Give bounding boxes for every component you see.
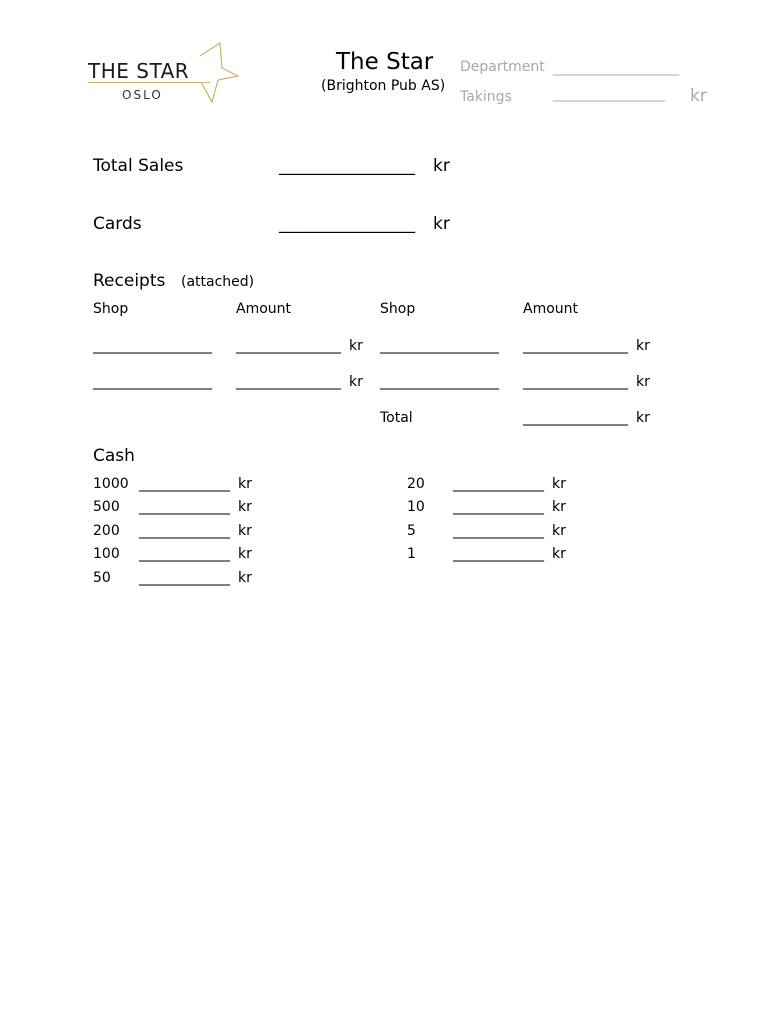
cash-unit: kr (238, 523, 252, 539)
cash-denomination: 5 (407, 523, 416, 539)
cash-count-field[interactable]: _____________ (139, 570, 230, 586)
receipt-amount-field[interactable]: _______________ (236, 374, 341, 390)
cards-unit: kr (433, 214, 450, 234)
total-sales-field[interactable]: ________________ (279, 156, 415, 176)
cash-count-field[interactable]: _____________ (139, 476, 230, 492)
document-subtitle: (Brighton Pub AS) (321, 78, 446, 94)
total-sales-label: Total Sales (93, 156, 184, 176)
cash-denomination: 500 (93, 499, 120, 515)
cash-unit: kr (238, 570, 252, 586)
cash-denomination: 1000 (93, 476, 129, 492)
cash-unit: kr (238, 546, 252, 562)
department-field[interactable]: __________________ (553, 60, 679, 76)
document-title: The Star (336, 49, 434, 75)
cash-count-field[interactable]: _____________ (139, 546, 230, 562)
cash-denomination: 100 (93, 546, 120, 562)
receipts-col-amount-2: Amount (523, 301, 579, 317)
cards-label: Cards (93, 214, 142, 234)
cash-count-field[interactable]: _____________ (139, 523, 230, 539)
cash-denomination: 1 (407, 546, 416, 562)
cash-count-field[interactable]: _____________ (453, 499, 544, 515)
receipts-total-label: Total (380, 410, 413, 426)
cash-unit: kr (552, 476, 566, 492)
total-sales-unit: kr (433, 156, 450, 176)
receipt-amount-unit: kr (636, 374, 650, 390)
receipts-col-amount-1: Amount (236, 301, 292, 317)
takings-label: Takings (460, 89, 512, 105)
cash-heading: Cash (93, 446, 135, 466)
cash-denomination: 10 (407, 499, 425, 515)
receipt-amount-unit: kr (349, 374, 363, 390)
receipts-note: (attached) (181, 274, 255, 290)
receipts-col-shop-2: Shop (380, 301, 416, 317)
cash-count-field[interactable]: _____________ (453, 476, 544, 492)
cash-denomination: 200 (93, 523, 120, 539)
takings-unit: kr (690, 86, 707, 106)
cash-count-field[interactable]: _____________ (139, 499, 230, 515)
receipts-col-shop-1: Shop (93, 301, 129, 317)
cash-unit: kr (238, 499, 252, 515)
logo-main-text: THE STAR (88, 59, 190, 83)
cards-field[interactable]: ________________ (279, 214, 415, 234)
receipts-heading: Receipts (93, 271, 166, 291)
cash-denomination: 50 (93, 570, 111, 586)
logo-sub-text: OSLO (122, 88, 163, 102)
department-label: Department (460, 59, 545, 75)
receipt-amount-unit: kr (349, 338, 363, 354)
company-logo (88, 42, 240, 104)
cash-unit: kr (552, 523, 566, 539)
cash-denomination: 20 (407, 476, 425, 492)
receipt-amount-field[interactable]: _______________ (236, 338, 341, 354)
receipt-amount-field[interactable]: _______________ (523, 374, 628, 390)
receipt-amount-unit: kr (636, 338, 650, 354)
takings-field[interactable]: ________________ (553, 86, 665, 102)
receipt-shop-field[interactable]: _________________ (380, 374, 499, 390)
cash-count-field[interactable]: _____________ (453, 546, 544, 562)
receipts-total-unit: kr (636, 410, 650, 426)
receipt-amount-field[interactable]: _______________ (523, 338, 628, 354)
cash-unit: kr (552, 546, 566, 562)
receipt-shop-field[interactable]: _________________ (380, 338, 499, 354)
cash-unit: kr (238, 476, 252, 492)
receipts-total-field[interactable]: _______________ (523, 410, 628, 426)
cash-unit: kr (552, 499, 566, 515)
cash-count-field[interactable]: _____________ (453, 523, 544, 539)
receipt-shop-field[interactable]: _________________ (93, 374, 212, 390)
receipt-shop-field[interactable]: _________________ (93, 338, 212, 354)
